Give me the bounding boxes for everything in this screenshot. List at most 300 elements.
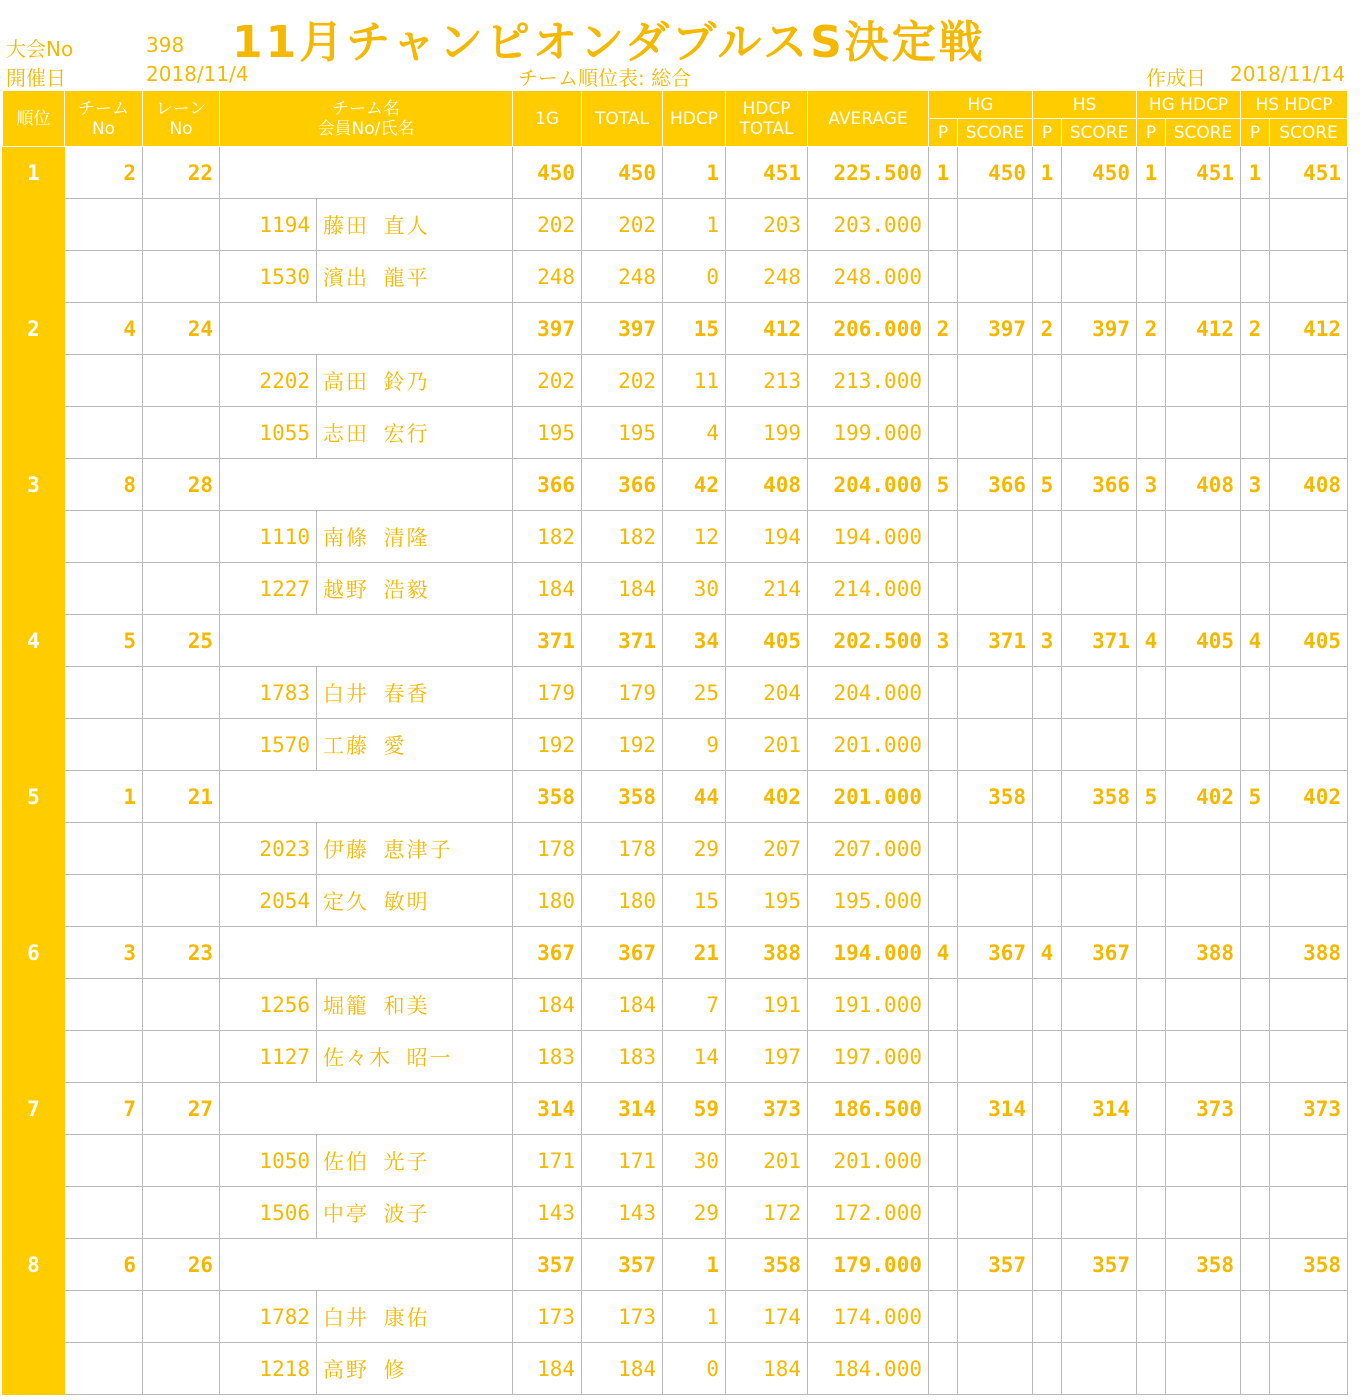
team-hg-hdcp-score: 405 (1166, 615, 1241, 667)
empty-cell (1137, 1343, 1166, 1395)
team-hs-hdcp-score: 405 (1270, 615, 1348, 667)
team-hdcp: 1 (663, 147, 726, 199)
empty-cell (929, 563, 958, 615)
team-hs-place (1033, 771, 1062, 823)
empty-cell (1062, 719, 1137, 771)
empty-cell (1241, 667, 1270, 719)
team-average: 225.500 (808, 147, 929, 199)
event-no: 398 (146, 33, 185, 57)
event-date-label: 開催日 (6, 66, 66, 90)
team-hg-place: 5 (929, 459, 958, 511)
empty-cell (1033, 1135, 1062, 1187)
member-average: 214.000 (808, 563, 929, 615)
member-hdcp-total: 213 (726, 355, 808, 407)
col-hgh-p: P (1137, 119, 1166, 147)
team-hs-score: 450 (1062, 147, 1137, 199)
team-total: 366 (582, 459, 663, 511)
empty-cell (1137, 1135, 1166, 1187)
empty-cell (929, 979, 958, 1031)
empty-cell (65, 979, 143, 1031)
team-hg-score: 366 (958, 459, 1033, 511)
empty-cell (65, 1343, 143, 1395)
team-rank: 1 (3, 147, 65, 199)
empty-cell (929, 407, 958, 459)
empty-cell (1270, 1291, 1348, 1343)
empty-cell (65, 407, 143, 459)
empty-cell (1241, 1343, 1270, 1395)
col-team-no: チーム No (65, 91, 143, 147)
team-hdcp: 15 (663, 303, 726, 355)
col-team-name: チーム名 会員No/氏名 (220, 91, 513, 147)
team-hs-score: 397 (1062, 303, 1137, 355)
empty-cell (65, 199, 143, 251)
team-hg-place (929, 771, 958, 823)
member-no: 2202 (220, 355, 317, 407)
team-hs-hdcp-score: 408 (1270, 459, 1348, 511)
col-hg-p: P (929, 119, 958, 147)
team-name (220, 303, 513, 355)
team-hs-place: 1 (1033, 147, 1062, 199)
team-hs-score: 366 (1062, 459, 1137, 511)
member-total: 183 (582, 1031, 663, 1083)
empty-cell (1033, 875, 1062, 927)
empty-cell (1166, 511, 1241, 563)
team-no: 1 (65, 771, 143, 823)
member-no: 1256 (220, 979, 317, 1031)
team-hdcp-total: 358 (726, 1239, 808, 1291)
rank-spacer (3, 511, 65, 563)
empty-cell (1241, 563, 1270, 615)
member-row (3, 875, 1348, 927)
rank-spacer (3, 199, 65, 251)
member-hdcp: 0 (663, 1343, 726, 1395)
team-name (220, 615, 513, 667)
member-hdcp: 9 (663, 719, 726, 771)
lane-no: 21 (143, 771, 220, 823)
team-rank: 6 (3, 927, 65, 979)
team-hg-score: 371 (958, 615, 1033, 667)
empty-cell (1166, 1135, 1241, 1187)
team-1g: 397 (513, 303, 582, 355)
team-row (3, 303, 1348, 355)
team-hs-place: 2 (1033, 303, 1062, 355)
team-hg-hdcp-score: 412 (1166, 303, 1241, 355)
team-hs-score: 358 (1062, 771, 1137, 823)
member-hdcp-total: 174 (726, 1291, 808, 1343)
empty-cell (1166, 875, 1241, 927)
empty-cell (1137, 251, 1166, 303)
empty-cell (1270, 199, 1348, 251)
rank-spacer (3, 823, 65, 875)
member-hdcp-total: 195 (726, 875, 808, 927)
col-hg-score: SCORE (958, 119, 1033, 147)
empty-cell (1033, 667, 1062, 719)
team-hg-score: 314 (958, 1083, 1033, 1135)
empty-cell (1137, 563, 1166, 615)
empty-cell (929, 719, 958, 771)
col-hg-hdcp: HG HDCP (1137, 91, 1241, 119)
member-name: 白井 春香 (317, 667, 513, 719)
member-no: 1782 (220, 1291, 317, 1343)
member-1g: 171 (513, 1135, 582, 1187)
team-name (220, 459, 513, 511)
member-average: 194.000 (808, 511, 929, 563)
member-1g: 184 (513, 979, 582, 1031)
empty-cell (1270, 355, 1348, 407)
team-no: 2 (65, 147, 143, 199)
member-1g: 184 (513, 563, 582, 615)
empty-cell (1166, 823, 1241, 875)
empty-cell (143, 1187, 220, 1239)
member-no: 1194 (220, 199, 317, 251)
member-name: 白井 康佑 (317, 1291, 513, 1343)
empty-cell (958, 251, 1033, 303)
member-average: 195.000 (808, 875, 929, 927)
member-hdcp: 4 (663, 407, 726, 459)
team-no: 4 (65, 303, 143, 355)
empty-cell (1033, 511, 1062, 563)
member-average: 172.000 (808, 1187, 929, 1239)
member-hdcp-total: 203 (726, 199, 808, 251)
member-hdcp-total: 248 (726, 251, 808, 303)
team-hdcp-total: 408 (726, 459, 808, 511)
member-no: 1127 (220, 1031, 317, 1083)
member-name: 高田 鈴乃 (317, 355, 513, 407)
empty-cell (65, 251, 143, 303)
empty-cell (1062, 1031, 1137, 1083)
member-hdcp: 1 (663, 199, 726, 251)
lane-no: 26 (143, 1239, 220, 1291)
empty-cell (958, 1031, 1033, 1083)
empty-cell (143, 667, 220, 719)
empty-cell (1137, 667, 1166, 719)
team-hdcp-total: 412 (726, 303, 808, 355)
empty-cell (1270, 1187, 1348, 1239)
empty-cell (1033, 979, 1062, 1031)
empty-cell (1166, 1187, 1241, 1239)
team-hg-score: 357 (958, 1239, 1033, 1291)
empty-cell (65, 719, 143, 771)
team-hg-score: 450 (958, 147, 1033, 199)
empty-cell (1241, 251, 1270, 303)
team-rank: 5 (3, 771, 65, 823)
empty-cell (1033, 355, 1062, 407)
team-1g: 371 (513, 615, 582, 667)
team-no: 7 (65, 1083, 143, 1135)
team-hs-hdcp-score: 451 (1270, 147, 1348, 199)
team-row (3, 771, 1348, 823)
team-rank: 3 (3, 459, 65, 511)
member-row (3, 1187, 1348, 1239)
member-no: 2023 (220, 823, 317, 875)
team-no: 3 (65, 927, 143, 979)
empty-cell (958, 1291, 1033, 1343)
member-average: 207.000 (808, 823, 929, 875)
member-total: 192 (582, 719, 663, 771)
member-hdcp-total: 199 (726, 407, 808, 459)
team-hg-hdcp-place: 2 (1137, 303, 1166, 355)
team-hg-place: 1 (929, 147, 958, 199)
empty-cell (1062, 251, 1137, 303)
member-row (3, 563, 1348, 615)
empty-cell (929, 199, 958, 251)
member-name: 工藤 愛 (317, 719, 513, 771)
rank-spacer (3, 1135, 65, 1187)
member-average: 191.000 (808, 979, 929, 1031)
team-rank: 4 (3, 615, 65, 667)
team-hs-hdcp-score: 388 (1270, 927, 1348, 979)
team-hg-hdcp-score: 408 (1166, 459, 1241, 511)
team-hdcp: 34 (663, 615, 726, 667)
member-no: 1218 (220, 1343, 317, 1395)
rank-spacer (3, 1031, 65, 1083)
empty-cell (958, 355, 1033, 407)
team-total: 358 (582, 771, 663, 823)
member-no: 1506 (220, 1187, 317, 1239)
empty-cell (929, 875, 958, 927)
member-hdcp: 25 (663, 667, 726, 719)
event-date: 2018/11/4 (146, 62, 249, 86)
empty-cell (1137, 979, 1166, 1031)
team-row (3, 1239, 1348, 1291)
team-rank: 8 (3, 1239, 65, 1291)
team-total: 397 (582, 303, 663, 355)
member-row (3, 1343, 1348, 1395)
team-1g: 314 (513, 1083, 582, 1135)
empty-cell (1033, 823, 1062, 875)
empty-cell (1033, 1187, 1062, 1239)
member-1g: 179 (513, 667, 582, 719)
team-hdcp: 1 (663, 1239, 726, 1291)
empty-cell (1062, 355, 1137, 407)
team-hs-hdcp-score: 358 (1270, 1239, 1348, 1291)
team-hg-hdcp-place: 5 (1137, 771, 1166, 823)
member-hdcp: 30 (663, 1135, 726, 1187)
empty-cell (1166, 667, 1241, 719)
empty-cell (65, 667, 143, 719)
empty-cell (1270, 407, 1348, 459)
team-hg-hdcp-score: 388 (1166, 927, 1241, 979)
member-1g: 202 (513, 355, 582, 407)
team-hdcp: 21 (663, 927, 726, 979)
empty-cell (1033, 1291, 1062, 1343)
empty-cell (1062, 199, 1137, 251)
empty-cell (143, 1291, 220, 1343)
empty-cell (143, 407, 220, 459)
team-name (220, 1083, 513, 1135)
member-no: 1783 (220, 667, 317, 719)
empty-cell (958, 199, 1033, 251)
team-hs-hdcp-place (1241, 1239, 1270, 1291)
empty-cell (1137, 1187, 1166, 1239)
empty-cell (1062, 511, 1137, 563)
empty-cell (1270, 1135, 1348, 1187)
team-hs-score: 367 (1062, 927, 1137, 979)
member-name: 南條 清隆 (317, 511, 513, 563)
empty-cell (958, 1187, 1033, 1239)
member-name: 中亭 波子 (317, 1187, 513, 1239)
empty-cell (1137, 199, 1166, 251)
team-hg-score: 397 (958, 303, 1033, 355)
empty-cell (929, 1291, 958, 1343)
empty-cell (1270, 875, 1348, 927)
member-name: 伊藤 恵津子 (317, 823, 513, 875)
team-hs-hdcp-place (1241, 1083, 1270, 1135)
col-1g: 1G (513, 91, 582, 147)
member-name: 志田 宏行 (317, 407, 513, 459)
empty-cell (1062, 1187, 1137, 1239)
team-hs-hdcp-score: 373 (1270, 1083, 1348, 1135)
member-hdcp: 15 (663, 875, 726, 927)
team-name (220, 1239, 513, 1291)
team-hs-place: 4 (1033, 927, 1062, 979)
empty-cell (1033, 407, 1062, 459)
team-total: 357 (582, 1239, 663, 1291)
member-row (3, 979, 1348, 1031)
member-row (3, 1031, 1348, 1083)
team-hg-score: 358 (958, 771, 1033, 823)
team-hdcp: 59 (663, 1083, 726, 1135)
member-1g: 184 (513, 1343, 582, 1395)
empty-cell (1241, 1291, 1270, 1343)
empty-cell (1033, 1343, 1062, 1395)
rank-spacer (3, 979, 65, 1031)
member-name: 堀籠 和美 (317, 979, 513, 1031)
rank-spacer (3, 1343, 65, 1395)
empty-cell (1241, 875, 1270, 927)
member-1g: 192 (513, 719, 582, 771)
team-hs-hdcp-place: 5 (1241, 771, 1270, 823)
team-1g: 358 (513, 771, 582, 823)
empty-cell (1270, 251, 1348, 303)
empty-cell (1270, 823, 1348, 875)
member-row (3, 823, 1348, 875)
col-hg: HG (929, 91, 1033, 119)
team-average: 179.000 (808, 1239, 929, 1291)
team-1g: 450 (513, 147, 582, 199)
empty-cell (1137, 823, 1166, 875)
team-hdcp: 44 (663, 771, 726, 823)
col-hs-score: SCORE (1062, 119, 1137, 147)
col-hs-p: P (1033, 119, 1062, 147)
member-total: 143 (582, 1187, 663, 1239)
member-no: 1227 (220, 563, 317, 615)
member-no: 1050 (220, 1135, 317, 1187)
empty-cell (1137, 407, 1166, 459)
team-no: 8 (65, 459, 143, 511)
empty-cell (1033, 1031, 1062, 1083)
team-average: 194.000 (808, 927, 929, 979)
empty-cell (143, 875, 220, 927)
member-row (3, 1135, 1348, 1187)
member-hdcp: 11 (663, 355, 726, 407)
member-no: 1110 (220, 511, 317, 563)
rank-spacer (3, 667, 65, 719)
col-rank: 順位 (3, 91, 65, 147)
member-no: 1055 (220, 407, 317, 459)
member-average: 197.000 (808, 1031, 929, 1083)
member-1g: 182 (513, 511, 582, 563)
member-hdcp-total: 194 (726, 511, 808, 563)
team-hs-place: 5 (1033, 459, 1062, 511)
empty-cell (929, 355, 958, 407)
team-average: 206.000 (808, 303, 929, 355)
member-hdcp-total: 184 (726, 1343, 808, 1395)
member-row (3, 719, 1348, 771)
team-hdcp: 42 (663, 459, 726, 511)
team-hg-place: 3 (929, 615, 958, 667)
team-hg-hdcp-score: 373 (1166, 1083, 1241, 1135)
empty-cell (929, 667, 958, 719)
team-hdcp-total: 405 (726, 615, 808, 667)
team-hdcp-total: 402 (726, 771, 808, 823)
member-hdcp-total: 204 (726, 667, 808, 719)
empty-cell (958, 407, 1033, 459)
member-hdcp: 7 (663, 979, 726, 1031)
empty-cell (1137, 1291, 1166, 1343)
member-no: 1570 (220, 719, 317, 771)
team-1g: 366 (513, 459, 582, 511)
member-average: 201.000 (808, 719, 929, 771)
empty-cell (1166, 979, 1241, 1031)
member-total: 195 (582, 407, 663, 459)
member-row (3, 199, 1348, 251)
team-total: 450 (582, 147, 663, 199)
team-hg-place (929, 1083, 958, 1135)
member-total: 184 (582, 1343, 663, 1395)
empty-cell (1062, 1135, 1137, 1187)
empty-cell (1137, 1031, 1166, 1083)
member-average: 184.000 (808, 1343, 929, 1395)
empty-cell (1241, 511, 1270, 563)
empty-cell (65, 1187, 143, 1239)
rank-spacer (3, 407, 65, 459)
empty-cell (143, 251, 220, 303)
empty-cell (958, 563, 1033, 615)
lane-no: 24 (143, 303, 220, 355)
member-total: 184 (582, 979, 663, 1031)
team-hs-hdcp-place: 1 (1241, 147, 1270, 199)
member-1g: 180 (513, 875, 582, 927)
empty-cell (958, 719, 1033, 771)
created-date: 2018/11/14 (1230, 62, 1346, 86)
member-hdcp-total: 191 (726, 979, 808, 1031)
empty-cell (65, 1135, 143, 1187)
team-rank: 7 (3, 1083, 65, 1135)
member-name: 濱出 龍平 (317, 251, 513, 303)
team-hdcp-total: 451 (726, 147, 808, 199)
empty-cell (143, 511, 220, 563)
member-total: 184 (582, 563, 663, 615)
member-row (3, 355, 1348, 407)
empty-cell (65, 355, 143, 407)
empty-cell (958, 667, 1033, 719)
empty-cell (929, 1031, 958, 1083)
empty-cell (1166, 251, 1241, 303)
member-1g: 173 (513, 1291, 582, 1343)
team-hs-hdcp-place: 4 (1241, 615, 1270, 667)
empty-cell (1241, 823, 1270, 875)
empty-cell (1137, 355, 1166, 407)
lane-no: 23 (143, 927, 220, 979)
member-total: 173 (582, 1291, 663, 1343)
team-name (220, 147, 513, 199)
empty-cell (65, 563, 143, 615)
empty-cell (1270, 511, 1348, 563)
empty-cell (1166, 355, 1241, 407)
empty-cell (65, 1031, 143, 1083)
member-total: 180 (582, 875, 663, 927)
